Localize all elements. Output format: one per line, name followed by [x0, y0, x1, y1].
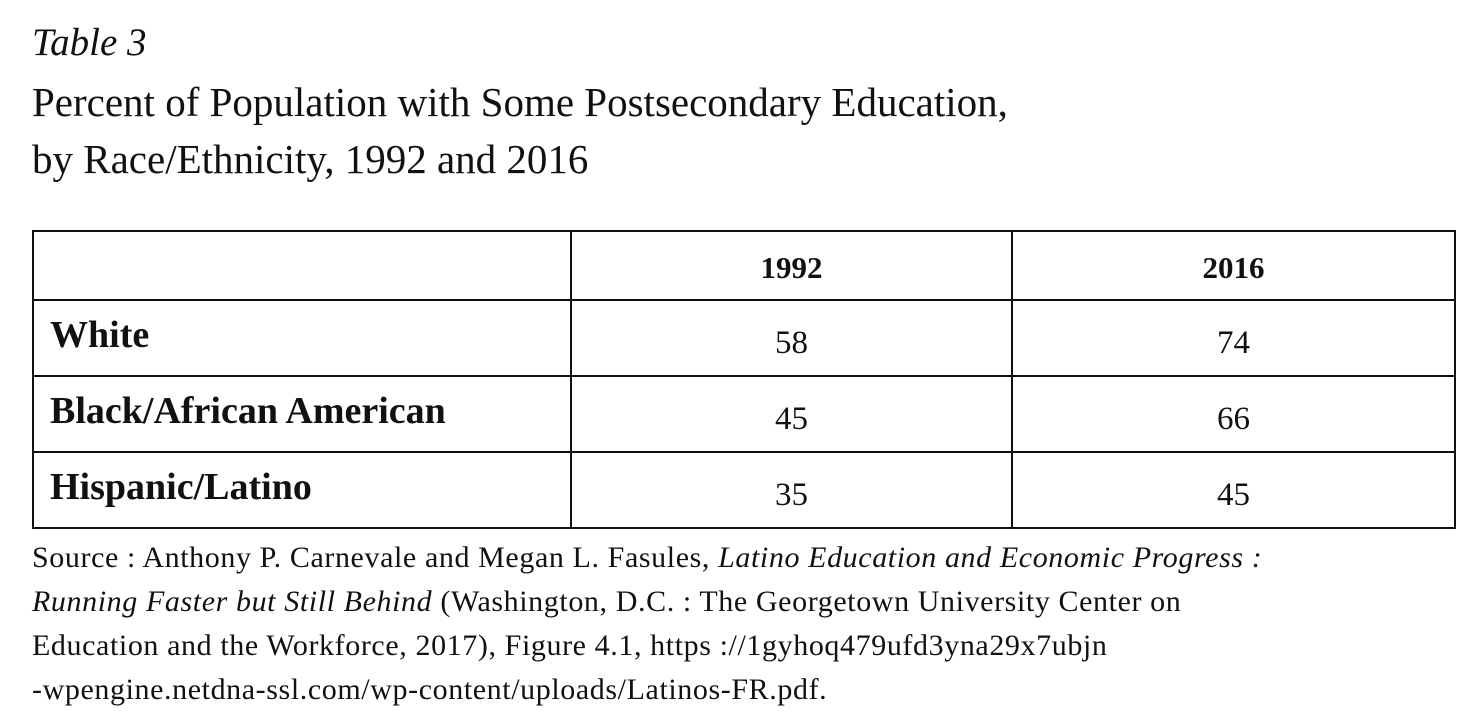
- column-header-2016: 2016: [1012, 231, 1455, 300]
- source-publisher: (Washington, D.C. : The Georgetown University Center on: [432, 585, 1182, 618]
- row-label: White: [33, 300, 571, 376]
- source-line-4: -wpengine.netdna-ssl.com/wp-content/uploads/Latinos-FR.pdf.: [32, 673, 828, 706]
- table-title: [32, 74, 1452, 188]
- cell-value: 58: [571, 300, 1012, 376]
- corner-cell: [33, 231, 571, 300]
- table-title-line-2: by Race/Ethnicity, 1992 and 2016: [32, 136, 589, 182]
- table-title-line-1: Percent of Population with Some Postsecondary Education,: [32, 79, 1008, 125]
- source-line-3: Education and the Workforce, 2017), Figure 4.1, https ://1gyhoq479ufd3yna29x7ubjn: [32, 629, 1108, 662]
- row-label: Hispanic/Latino: [33, 452, 571, 528]
- source-title-part-2: Running Faster but Still Behind: [32, 585, 433, 618]
- cell-value: 74: [1012, 300, 1455, 376]
- cell-value: 66: [1012, 376, 1455, 452]
- source-note: [32, 536, 1462, 712]
- cell-value: 45: [1012, 452, 1455, 528]
- source-title-part-1: Latino Education and Economic Progress :: [718, 541, 1263, 574]
- source-line-1: [32, 536, 1462, 580]
- source-prefix: Source : Anthony P. Carnevale and Megan L. Fasules,: [32, 541, 719, 574]
- cell-value: 45: [571, 376, 1012, 452]
- table-row: [33, 376, 1455, 452]
- table-row: [33, 452, 1455, 528]
- header-row: [33, 231, 1455, 300]
- column-header-1992: 1992: [571, 231, 1012, 300]
- cell-value: 35: [571, 452, 1012, 528]
- table-label: Table 3: [32, 21, 147, 64]
- table-row: [33, 300, 1455, 376]
- row-label: Black/African American: [33, 376, 571, 452]
- data-table: [32, 230, 1456, 529]
- source-line-2: [32, 580, 1462, 624]
